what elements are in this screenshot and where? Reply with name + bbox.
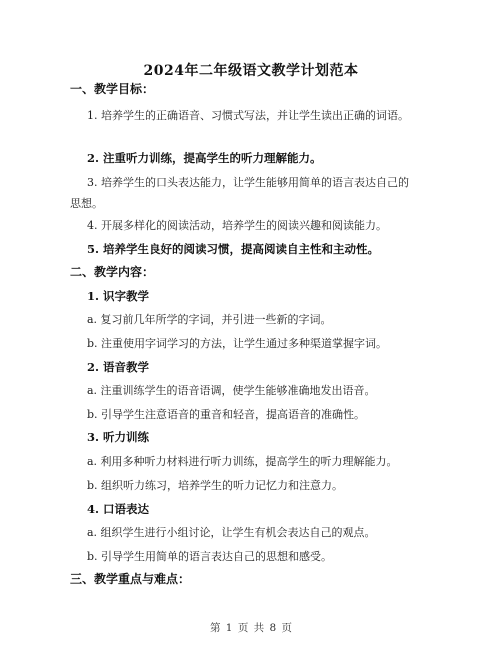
goal-item-1: 1. 培养学生的正确语音、习惯式写法，并让学生读出正确的词语。	[87, 109, 409, 122]
content-item-4b: b. 引导学生用简单的语言表达自己的思想和感受。	[87, 550, 333, 563]
content-heading-3: 3. 听力训练	[87, 430, 150, 444]
content-heading-2: 2. 语音教学	[87, 360, 150, 374]
content-heading-4: 4. 口语表达	[87, 502, 150, 516]
section-heading-focus: 三、教学重点与难点：	[70, 572, 191, 586]
goal-item-2: 2. 注重听力训练，提高学生的听力理解能力。	[87, 151, 322, 165]
content-item-2a: a. 注重训练学生的语音语调，使学生能够准确地发出语音。	[87, 384, 376, 397]
section-heading-content: 二、教学内容：	[70, 265, 155, 279]
content-item-3b: b. 组织听力练习，培养学生的听力记忆力和注意力。	[87, 479, 344, 492]
goal-item-5: 5. 培养学生良好的阅读习惯，提高阅读自主性和主动性。	[87, 242, 380, 256]
content-item-1b: b. 注重使用字词学习的方法，让学生通过多种渠道掌握字词。	[87, 337, 388, 350]
page-footer: 第 1 页 共 8 页	[209, 622, 293, 634]
content-item-4a: a. 组织学生进行小组讨论，让学生有机会表达自己的观点。	[87, 526, 376, 539]
section-heading-goals: 一、教学目标：	[70, 82, 155, 96]
document-title: 2024年二年级语文教学计划范本	[143, 63, 359, 79]
content-item-3a: a. 利用多种听力材料进行听力训练，提高学生的听力理解能力。	[87, 455, 398, 468]
goal-item-3: 3. 培养学生的口头表达能力，让学生能够用简单的语言表达自己的思想。	[70, 176, 409, 210]
content-item-2b: b. 引导学生注意语音的重音和轻音，提高语音的准确性。	[87, 408, 366, 421]
content-item-1a: a. 复习前几年所学的字词，并引进一些新的字词。	[87, 313, 332, 326]
goal-item-4: 4. 开展多样化的阅读活动，培养学生的阅读兴趣和阅读能力。	[87, 219, 387, 232]
content-heading-1: 1. 识字教学	[87, 289, 150, 303]
